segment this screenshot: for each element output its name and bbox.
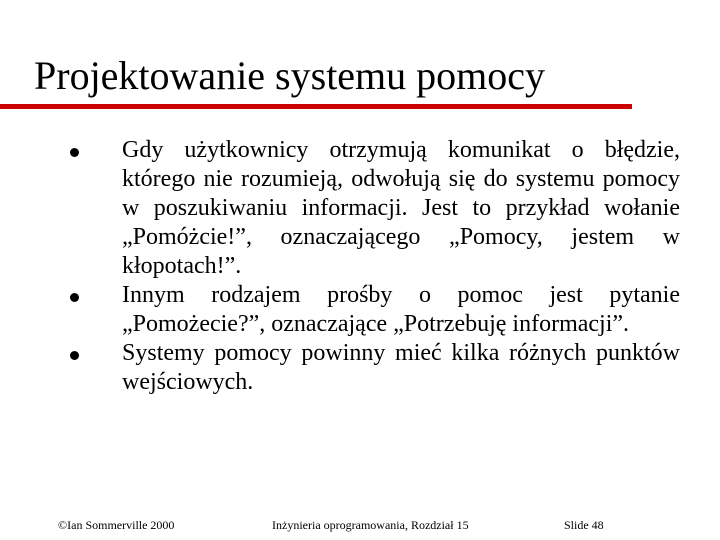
footer-course: Inżynieria oprogramowania, Rozdział 15 <box>272 518 469 532</box>
footer-copyright: ©Ian Sommerville 2000 <box>58 518 175 532</box>
bullet-dot-icon <box>70 148 79 157</box>
title-underline <box>0 104 632 109</box>
footer-slide-number: Slide 48 <box>564 518 604 532</box>
bullet-item <box>70 281 680 339</box>
bullet-dot-icon <box>70 351 79 360</box>
bullet-item <box>70 339 680 397</box>
bullet-dot-icon <box>70 293 79 302</box>
bullet-text: Innym rodzajem prośby o pomoc jest pytanie „Pomożecie?”, oznaczające „Potrzebuję informacji”. <box>122 282 680 337</box>
bullet-text: Systemy pomocy powinny mieć kilka różnych punktów wejściowych. <box>122 340 680 395</box>
slide-title: Projektowanie systemu pomocy <box>34 53 546 98</box>
bullet-text: Gdy użytkownicy otrzymują komunikat o błędzie, którego nie rozumieją, odwołują się do systemu pomocy w poszukiwaniu informacji. Jest to przykład wołanie „Pomóżcie!”, oznaczającego „Pomocy, jestem w kłopotach!”. <box>122 137 680 279</box>
bullet-list <box>70 136 680 397</box>
bullet-item <box>70 136 680 281</box>
